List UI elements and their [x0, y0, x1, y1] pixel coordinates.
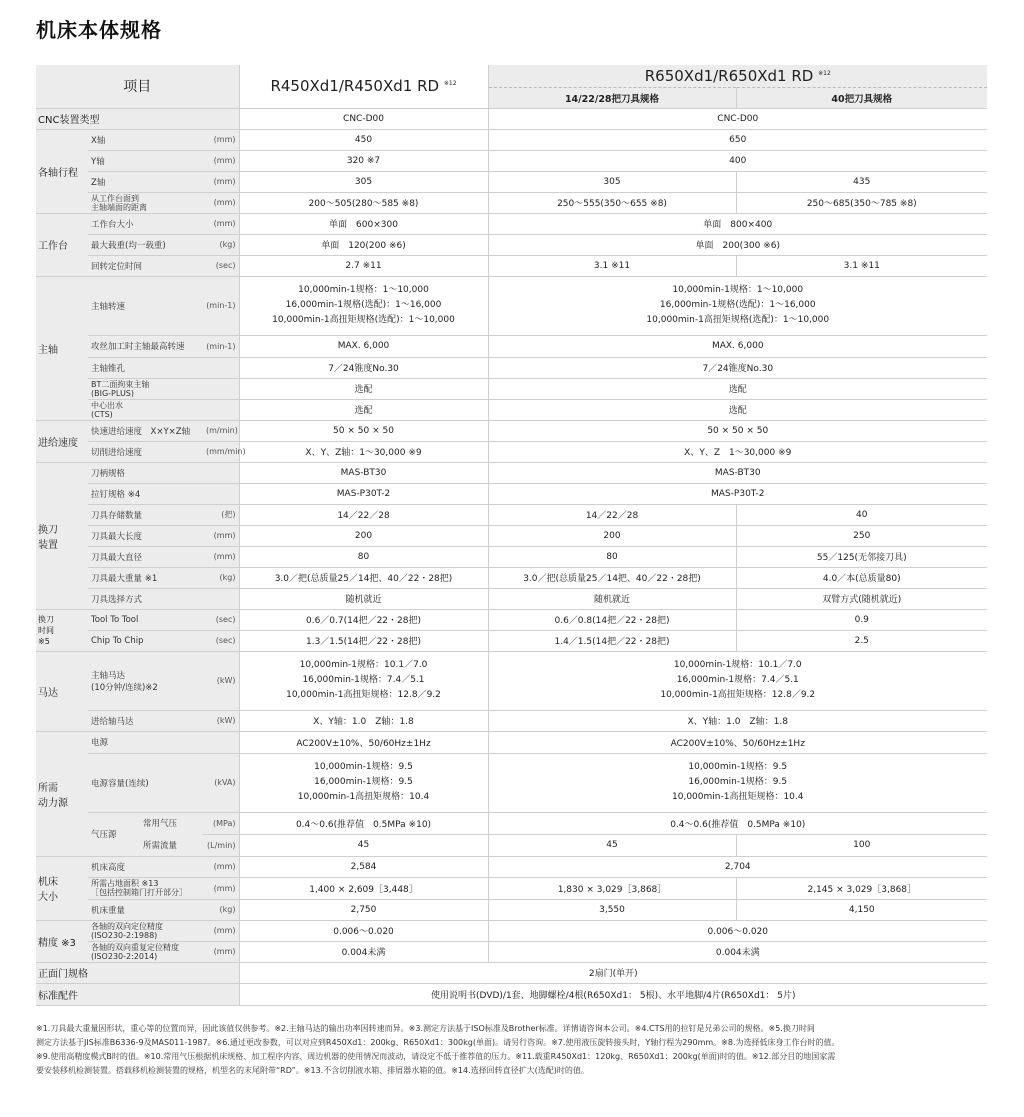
cell-a: 200	[239, 525, 488, 546]
row-label-line2: (10分钟/连续)※2	[91, 682, 158, 693]
header-model-a-name: R450Xd1/R450Xd1 RD	[270, 77, 440, 96]
row-unit: (kW)	[203, 710, 239, 731]
cell-a: 1.3／1.5(14把／22・28把)	[239, 630, 488, 651]
cell-b1: 200	[488, 525, 736, 546]
header-model-b-name: R650Xd1/R650Xd1 RD	[644, 66, 814, 85]
cell-b2: 250～685(350～785 ※8)	[736, 192, 987, 213]
row-label: 回转定位时间	[88, 255, 203, 276]
cell-line: 16,000min-1规格：7.4／5.1	[302, 675, 425, 685]
footnote-line: ※1.刀具最大重量因形状，重心等的位置而异，因此该值仅供参考。※2.主轴马达的输出功率因转速而异。※3.测定方法基于ISO标准及Brother标准。详情请咨询本公司。※4.CTS用的拉钉是兄弟公司的规格。※5.换刀时间	[36, 1024, 815, 1033]
cell-b: X、Y轴：1.0 Z轴：1.8	[488, 710, 987, 731]
cell-line: 16,000min-1规格：9.5	[688, 777, 788, 787]
footnote-line: ※9.使用高精度模式B时的值。※10.常用气压根据机床规格、加工程序内容、周边机器的使用情况而波动，请设定不低于推荐值的压力。※11.载重R450Xd1：120kg、R650Xd1：200kg(单面)时的值。※12.部分目的地国家需	[36, 1052, 836, 1061]
cell-line: 10,000min-1规格：1～10,000	[298, 285, 429, 295]
row-label: 电源容量(连续)	[88, 753, 203, 812]
row-label: 最大载重(均一载重)	[88, 234, 203, 255]
cell-b2: 3.1 ※11	[736, 255, 987, 276]
row-label: 拉钉规格 ※4	[88, 483, 239, 504]
table-row	[36, 983, 987, 1005]
cell-b: 单面 200(300 ※6)	[488, 234, 987, 255]
table-row	[36, 420, 987, 441]
cell-a: 1,400 × 2,609［3,448］	[239, 877, 488, 899]
cell-b2: 2,145 × 3,029［3,868］	[736, 877, 987, 899]
cell-b2: 双臂方式(随机就近)	[736, 588, 987, 609]
table-row	[36, 483, 987, 504]
cell-b: MAX. 6,000	[488, 335, 987, 357]
header-model-a	[239, 65, 488, 108]
row-unit: (kg)	[203, 567, 239, 588]
spec-table	[36, 65, 987, 1006]
air-source-wrap	[91, 813, 200, 856]
table-row	[36, 192, 987, 213]
cell-line: 16,000min-1规格(选配)：1～16,000	[659, 300, 816, 310]
table-row	[36, 962, 987, 983]
category-label	[36, 856, 88, 920]
row-label-line2: (CTS)	[91, 409, 113, 419]
cell-line: 16,000min-1规格：7.4／5.1	[676, 675, 799, 685]
cell-line: 10,000min-1高扭矩规格：12.8／9.2	[660, 690, 816, 700]
category-line1: 机床	[38, 877, 58, 888]
row-label: 机床重量	[88, 899, 203, 920]
row-label: 主轴转速	[88, 276, 203, 335]
cell-b1: 0.6／0.8(14把／22・28把)	[488, 609, 736, 630]
cell-line: 10,000min-1高扭矩规格：10.4	[297, 792, 430, 802]
category-label: 主轴	[36, 276, 88, 420]
table-row	[36, 651, 987, 710]
category-label: 马达	[36, 651, 88, 731]
cell-a: 80	[239, 546, 488, 567]
category-line3: ※5	[38, 636, 50, 646]
cell-b: 400	[488, 150, 987, 171]
cell-b: MAS-BT30	[488, 462, 987, 483]
cell-b1: 250～555(350～655 ※8)	[488, 192, 736, 213]
cell-line: 10,000min-1高扭矩规格：10.4	[672, 792, 804, 802]
row-label	[88, 812, 203, 856]
header-sub-b2: 40把刀具规格	[736, 87, 987, 108]
cell-a: 单面 120(200 ※6)	[239, 234, 488, 255]
header-model-b-note: ※12	[818, 69, 831, 77]
row-unit: (L/min)	[203, 835, 239, 857]
row-unit: (mm)	[203, 546, 239, 567]
table-row	[36, 546, 987, 567]
category-label: 精度 ※3	[36, 920, 88, 962]
row-label: Chip To Chip	[88, 630, 203, 651]
cell-a: AC200V±10%、50/60Hz±1Hz	[239, 731, 488, 753]
row-label	[88, 877, 203, 899]
cell-a: X、Y轴：1.0 Z轴：1.8	[239, 710, 488, 731]
row-label-line1: 从工作台面到	[91, 193, 139, 203]
table-row	[36, 899, 987, 920]
cell-b1: 1.4／1.5(14把／22・28把)	[488, 630, 736, 651]
cell-a: 305	[239, 171, 488, 192]
cell-a: MAX. 6,000	[239, 335, 488, 357]
air-source-label: 气压源	[91, 830, 117, 840]
cell-line: 10,000min-1规格：9.5	[314, 762, 413, 772]
cell-a: 7／24锥度No.30	[239, 357, 488, 378]
table-row	[36, 920, 987, 941]
category-label: 进给速度	[36, 420, 88, 462]
row-label: 主轴锥孔	[88, 357, 239, 378]
footnotes	[36, 1022, 988, 1078]
cell-a: 0.6／0.7(14把／22・28把)	[239, 609, 488, 630]
row-label: 刀具最大重量 ※1	[88, 567, 203, 588]
table-row	[36, 630, 987, 651]
row-label	[88, 192, 203, 213]
row-unit: (mm)	[203, 941, 239, 962]
cell-line: 16,000min-1规格(选配)：1～16,000	[285, 300, 442, 310]
row-unit: (min-1)	[203, 276, 239, 335]
row-label: X轴	[88, 129, 203, 150]
category-label	[36, 731, 88, 856]
category-line2: 时间	[38, 625, 54, 635]
cell-b: 50 × 50 × 50	[488, 420, 987, 441]
row-label: 正面门规格	[36, 962, 239, 983]
row-label-line1: 主轴马达	[91, 670, 126, 681]
row-label-line2: ［包括控制箱门打开部分］	[91, 888, 187, 897]
category-label: 工作台	[36, 213, 88, 276]
cell-line: 10,000min-1规格：9.5	[688, 762, 788, 772]
category-line1: 换刀	[38, 614, 54, 624]
row-label: Y轴	[88, 150, 203, 171]
cell-a: 200～505(280～585 ※8)	[239, 192, 488, 213]
cell-b1: 3.0／把(总质量25／14把、40／22・28把)	[488, 567, 736, 588]
row-unit: (sec)	[203, 609, 239, 630]
table-row	[36, 129, 987, 150]
cell-line: 16,000min-1规格：9.5	[314, 777, 413, 787]
table-row	[36, 357, 987, 378]
cell-a: 单面 600×300	[239, 213, 488, 234]
cell-b1: 45	[488, 835, 736, 857]
cell-b	[488, 753, 987, 812]
category-label	[36, 462, 88, 609]
row-label: 攻丝加工时主轴最高转速	[88, 335, 203, 357]
row-label: 电源	[88, 731, 239, 753]
row-unit: (把)	[203, 504, 239, 525]
cell-b: 0.006～0.020	[488, 920, 987, 941]
row-label	[88, 399, 239, 420]
row-unit: (kg)	[203, 899, 239, 920]
cell-b	[488, 651, 987, 710]
cell-b: 选配	[488, 399, 987, 420]
row-label-line1: 各轴的双向重复定位精度	[91, 942, 179, 952]
cell-a: CNC-D00	[239, 108, 488, 129]
air-flow-label: 所需流量	[143, 840, 178, 851]
cell-b	[488, 276, 987, 335]
row-unit: (kg)	[203, 234, 239, 255]
cell-a: MAS-BT30	[239, 462, 488, 483]
cell-b2: 4.0／本(总质量80)	[736, 567, 987, 588]
row-unit: (sec)	[203, 630, 239, 651]
row-unit: (sec)	[203, 255, 239, 276]
category-line1: 所需	[38, 782, 58, 794]
table-row	[36, 441, 987, 462]
category-line2: 大小	[38, 892, 58, 903]
cell-a: 0.004未满	[239, 941, 488, 962]
header-item: 项目	[36, 65, 239, 108]
cell-a: 3.0／把(总质量25／14把、40／22・28把)	[239, 567, 488, 588]
cell-a	[239, 753, 488, 812]
table-row	[36, 255, 987, 276]
row-label: 刀柄规格	[88, 462, 239, 483]
cell-a: MAS-P30T-2	[239, 483, 488, 504]
cell-all: 使用说明书(DVD)/1套、地脚螺栓/4根(R650Xd1： 5根)、水平地脚/4片(R650Xd1： 5片)	[239, 983, 987, 1005]
row-unit: (mm)	[203, 150, 239, 171]
row-label: Tool To Tool	[88, 609, 203, 630]
row-label: 标准配件	[36, 983, 239, 1005]
table-row	[36, 378, 987, 399]
row-label-line2: (ISO230-2:1988)	[91, 930, 158, 940]
page-title: 机床本体规格	[36, 18, 162, 42]
row-label-line2: (ISO230-2:2014)	[91, 951, 158, 961]
row-label-line1: 所需占地面积 ※13	[91, 879, 159, 888]
row-label: 工作台大小	[88, 213, 203, 234]
cell-line: 10,000min-1高扭矩规格：12.8／9.2	[286, 690, 441, 700]
row-label	[88, 651, 203, 710]
row-label-line1: 各轴的双向定位精度	[91, 921, 163, 931]
table-row	[36, 525, 987, 546]
cell-b2: 4,150	[736, 899, 987, 920]
category-label	[36, 609, 88, 651]
row-label: 切削进给速度	[88, 441, 203, 462]
row-unit: (MPa)	[203, 812, 239, 835]
row-label: 刀具存储数量	[88, 504, 203, 525]
row-unit: (mm)	[203, 877, 239, 899]
table-row	[36, 877, 987, 899]
category-line1: 换刀	[38, 524, 58, 536]
cell-b1: 随机就近	[488, 588, 736, 609]
category-label: 各轴行程	[36, 129, 88, 213]
cell-a: 14／22／28	[239, 504, 488, 525]
row-unit: (mm/min)	[203, 441, 239, 462]
air-pressure-label: 常用气压	[143, 819, 178, 830]
cell-all: 2扇门(单开)	[239, 962, 987, 983]
table-row	[36, 856, 987, 877]
footnote-line: 要安装移机检测装置。搭载移机检测装置的规格，机型名的末尾附带“RD”。※13.不含切削液水箱、排屑器水箱的值。※14.选择回转直径扩大(选配)时的值。	[36, 1066, 589, 1075]
row-label	[88, 378, 239, 399]
row-label: CNC装置类型	[36, 108, 239, 129]
cell-b: 2,704	[488, 856, 987, 877]
cell-b: AC200V±10%、50/60Hz±1Hz	[488, 731, 987, 753]
header-model-b	[488, 65, 987, 87]
table-row	[36, 399, 987, 420]
row-label-line2: (BIG-PLUS)	[91, 388, 134, 398]
cell-a: 2,584	[239, 856, 488, 877]
cell-b2: 2.5	[736, 630, 987, 651]
cell-b: 单面 800×400	[488, 213, 987, 234]
category-line2: 动力源	[38, 797, 68, 809]
footnote-line: 测定方法基于JIS标准B6336-9及MAS011-1987。※6.通过更改参数，可以对应到R450Xd1：200kg、R650Xd1：300kg(单面)。请另行咨询。※7.使用液压旋转接头时，Y轴行程为290mm。※8.为选择低床身工作台时的值。	[36, 1038, 840, 1047]
category-line2: 装置	[38, 539, 58, 551]
cell-b1: 14／22／28	[488, 504, 736, 525]
row-label: 进给轴马达	[88, 710, 203, 731]
table-row	[36, 504, 987, 525]
table-row	[36, 335, 987, 357]
table-row	[36, 588, 987, 609]
row-label: 快速进给速度 X×Y×Z轴	[88, 420, 203, 441]
table-row	[36, 567, 987, 588]
row-unit: (mm)	[203, 192, 239, 213]
cell-a: 2.7 ※11	[239, 255, 488, 276]
cell-a: X、Y、Z轴：1～30,000 ※9	[239, 441, 488, 462]
row-unit: (mm)	[203, 856, 239, 877]
row-label: 刀具最大直径	[88, 546, 203, 567]
cell-b1: 80	[488, 546, 736, 567]
row-unit: (mm)	[203, 525, 239, 546]
cell-a: 0.006～0.020	[239, 920, 488, 941]
cell-b: 7／24锥度No.30	[488, 357, 987, 378]
row-label-line1: BT二面拘束主轴	[91, 379, 150, 389]
row-label	[88, 920, 203, 941]
row-label-line2: 主轴端面的距离	[91, 202, 147, 212]
cell-b: 650	[488, 129, 987, 150]
cell-a: 随机就近	[239, 588, 488, 609]
table-row	[36, 171, 987, 192]
row-unit: (mm)	[203, 920, 239, 941]
cell-b: 0.004未满	[488, 941, 987, 962]
cell-b2: 435	[736, 171, 987, 192]
air-source-sublabels	[143, 813, 200, 856]
row-unit: (mm)	[203, 213, 239, 234]
table-row	[36, 609, 987, 630]
cell-b1: 3,550	[488, 899, 736, 920]
row-unit: (mm)	[203, 129, 239, 150]
cell-a: 0.4～0.6(推荐值 0.5MPa ※10)	[239, 812, 488, 835]
cell-a: 45	[239, 835, 488, 857]
table-row	[36, 234, 987, 255]
cell-a: 450	[239, 129, 488, 150]
table-row	[36, 812, 987, 835]
cell-line: 10,000min-1规格：10.1／7.0	[299, 660, 428, 670]
row-label: 刀具选择方式	[88, 588, 239, 609]
row-label: 刀具最大长度	[88, 525, 203, 546]
row-unit: (min-1)	[203, 335, 239, 357]
cell-a: 选配	[239, 378, 488, 399]
cell-a: 选配	[239, 399, 488, 420]
cell-b2: 40	[736, 504, 987, 525]
cell-b: 0.4～0.6(推荐值 0.5MPa ※10)	[488, 812, 987, 835]
cell-line: 10,000min-1规格：10.1／7.0	[673, 660, 802, 670]
cell-a	[239, 276, 488, 335]
table-row	[36, 941, 987, 962]
table-row	[36, 753, 987, 812]
row-unit: (kVA)	[203, 753, 239, 812]
row-label: Z轴	[88, 171, 203, 192]
table-row	[36, 213, 987, 234]
table-row	[36, 150, 987, 171]
cell-b: MAS-P30T-2	[488, 483, 987, 504]
table-row	[36, 731, 987, 753]
table-row	[36, 462, 987, 483]
cell-b2: 250	[736, 525, 987, 546]
cell-a: 2,750	[239, 899, 488, 920]
cell-line: 10,000min-1高扭矩规格(选配)：1～10,000	[272, 315, 455, 325]
cell-a: 50 × 50 × 50	[239, 420, 488, 441]
cell-b1: 1,830 × 3,029［3,868］	[488, 877, 736, 899]
cell-b: 选配	[488, 378, 987, 399]
cell-b1: 3.1 ※11	[488, 255, 736, 276]
table-row	[36, 710, 987, 731]
table-row	[36, 108, 987, 129]
cell-b: X、Y、Z 1～30,000 ※9	[488, 441, 987, 462]
cell-b2: 0.9	[736, 609, 987, 630]
cell-b2: 100	[736, 835, 987, 857]
row-unit: (kW)	[203, 651, 239, 710]
cell-a: 320 ※7	[239, 150, 488, 171]
cell-line: 10,000min-1规格：1～10,000	[672, 285, 804, 295]
row-label-line1: 中心出水	[91, 400, 123, 410]
cell-line: 10,000min-1高扭矩规格(选配)：1～10,000	[646, 315, 830, 325]
row-label	[88, 941, 203, 962]
cell-b2: 55／125(无邻接刀具)	[736, 546, 987, 567]
cell-a	[239, 651, 488, 710]
row-unit: (m/min)	[203, 420, 239, 441]
row-label: 机床高度	[88, 856, 203, 877]
header-sub-b1: 14/22/28把刀具规格	[488, 87, 736, 108]
table-row	[36, 276, 987, 335]
header-model-a-note: ※12	[443, 80, 457, 88]
cell-b: CNC-D00	[488, 108, 987, 129]
row-unit: (mm)	[203, 171, 239, 192]
cell-b1: 305	[488, 171, 736, 192]
